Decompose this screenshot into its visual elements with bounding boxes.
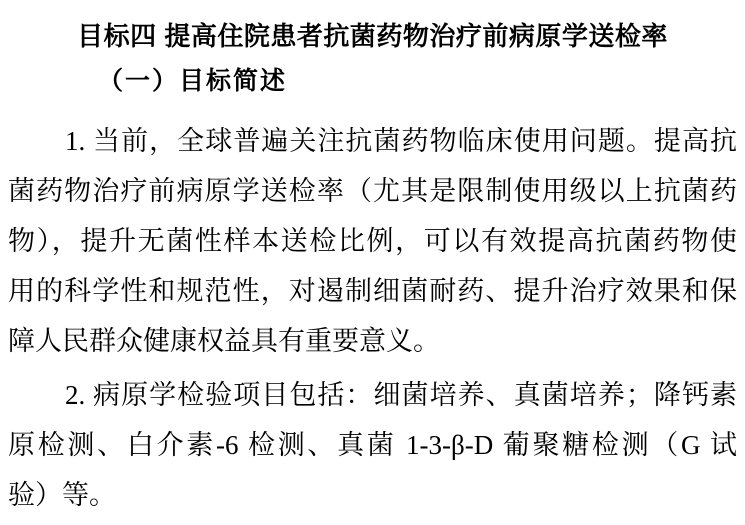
paragraph-line: 物），提升无菌性样本送检比例，可以有效提高抗菌药物使 [8,226,737,256]
paragraph-1 [8,116,737,366]
section-heading: （一）目标简述 [98,68,288,95]
paragraph-line: 2. 病原学检验项目包括：细菌培养、真菌培养；降钙素 [65,380,737,410]
paragraph-line: 障人民群众健康权益具有重要意义。 [8,326,440,356]
paragraph-line: 用的科学性和规范性，对遏制细菌耐药、提升治疗效果和保 [8,276,737,306]
paragraph-2 [8,370,737,520]
paragraph-line: 菌药物治疗前病原学送检率（尤其是限制使用级以上抗菌药 [8,176,737,206]
document-title: 目标四 提高住院患者抗菌药物治疗前病原学送检率 [77,21,668,51]
paragraph-line: 原检测、白介素-6 检测、真菌 1-3-β-D 葡聚糖检测（G 试 [8,430,737,460]
paragraph-line: 1. 当前，全球普遍关注抗菌药物临床使用问题。提高抗 [65,126,737,156]
paragraph-line: 验）等。 [8,480,116,510]
